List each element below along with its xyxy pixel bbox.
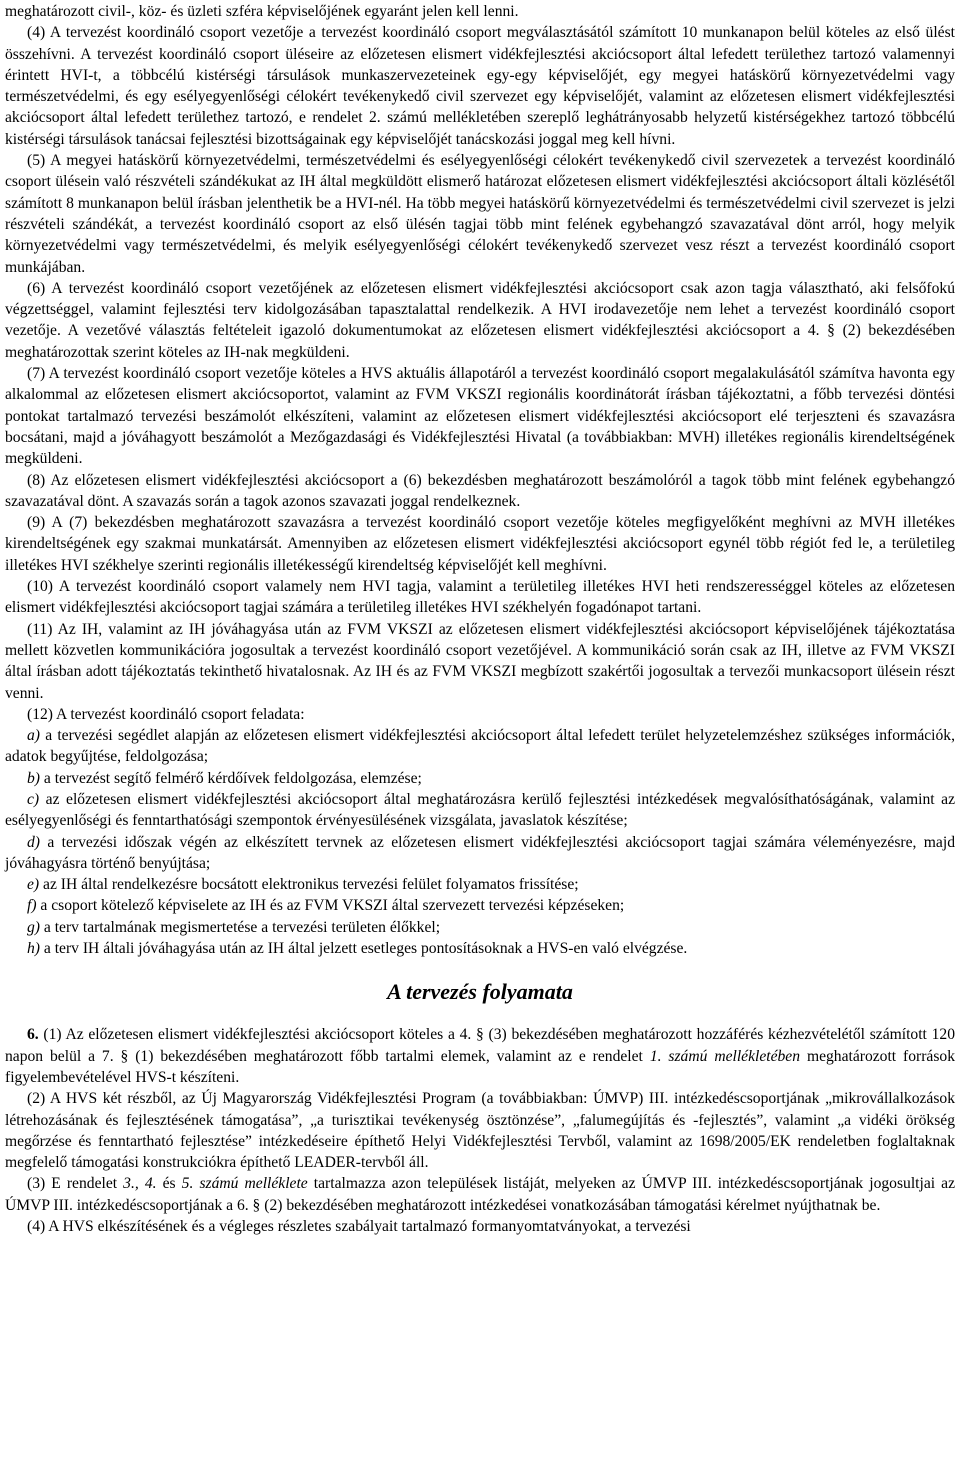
task-item-f [5,895,955,916]
paragraph-8: (8) Az előzetesen elismert vidékfejlesztési akciócsoport a (6) bekezdésben meghatározott beszámolóról a tagok több mint felének egybehangzó szavazatával dönt. A szavazás során a tagok azonos szavazati joggal rendelkeznek. [5,471,955,510]
paragraph-7: (7) A tervezést koordináló csoport vezetője köteles a HVS aktuális állapotáról a tervezést koordináló csoport megalakulásától számítva havonta egy alkalommal az előzetesen elismert akciócsoportot, valamint az FVM VKSZI regionális koordinátorát írásban tájékoztatni, a főbb tervezési döntési pontokat tartalmazó tervezési beszámolót elkészíteni, valamint az előzetesen elismert vidékfejlesztési akciócsoport elé terjeszteni és szavazásra bocsátani, majd a jóváhagyott beszámolót a Mezőgazdasági és Vidékfejlesztési Hivatal (a továbbiakban: MVH) illetékes regionális kirendeltségének megküldeni. [5,365,955,468]
paragraph-continuation: meghatározott civil-, köz- és üzleti szféra képviselőjének egyaránt jelen kell lenni. [5,3,519,20]
section-6-paragraph-2: (2) A HVS két részből, az Új Magyarország Vidékfejlesztési Program (a továbbiakban: ÚMVP) III. intézkedéscsoportjának „mikrovállalkozások létrehozásának és fejlesztésének támogatása”, „a turisztikai tevékenység ösztönzése”, „falumegújítás és -fejlesztés”, valamint „a vidéki örökség megőrzése és fenntartható fejlesztése” intézkedéseire építhető Helyi Vidékfejlesztési Tervből, valamint az 1698/2005/EK rendeletben foglaltaknak megfelelő támogatási konstrukciókra építhető LEADER-tervből áll. [5,1090,955,1172]
task-text: a tervezési időszak végén az elkészített tervnek az előzetesen elismert vidékfejlesztési akciócsoport tagjai számára véleményezésre, majd jóváhagyásra történő benyújtása; [5,833,955,872]
task-letter: d) [27,833,40,851]
task-text: a terv IH általi jóváhagyása után az IH által jelzett esetleges pontosításoknak a HVS-en való elvégzése. [40,940,688,958]
task-letter: f) [27,897,37,915]
section-6-p3-text: tartalmazza azon települések listáját, melyeken az ÚMVP III. intézkedéscsoportjának jogosultjai az ÚMVP III. intézkedéscsoportjának a 6. § (2) bekezdésében meghatározott intézkedései vonatkozásában támogatási kérelmet nyújthatnak be. [5,1175,956,1214]
task-item-a [5,725,955,768]
task-text: a tervezési segédlet alapján az előzetesen elismert vidékfejlesztési akciócsoport által lefedett terület helyzetelemzéshez szükséges információk, adatok begyűjtése, feldolgozása; [5,727,955,766]
section-6-p3-text: (3) E rendelet [27,1175,124,1193]
section-title: A tervezés folyamata [387,979,573,1005]
task-letter: h) [27,940,40,958]
annex-reference: 1. számú mellékletében [649,1047,801,1065]
section-6-paragraph-4: (4) A HVS elkészítésének és a végleges részletes szabályait tartalmazó formanyomtatványokat, a tervezési [27,1218,691,1236]
task-letter: g) [27,918,40,936]
task-item-h [5,938,955,959]
section-6-text-end: meghatározott források figyelembevételével HVS-t készíteni. [5,1047,955,1086]
paragraph-6: (6) A tervezést koordináló csoport vezetőjének az előzetesen elismert vidékfejlesztési akciócsoport csak azon tagja választható, aki felsőfokú végzettséggel, valamint fejlesztési terv kidolgozásában tapasztalattal rendelkezik. A HVI irodavezetője nem lehet a tervezést koordináló csoport vezetője. A vezetővé választás feltételeit igazoló dokumentumokat az előzetesen elismert vidékfejlesztési akciócsoport a 4. § (2) bekezdésében meghatározottak szerint köteles az IH-nak megküldeni. [5,279,955,361]
task-text: a tervezést segítő felmérő kérdőívek feldolgozása, elemzése; [40,769,422,787]
task-item-g [5,917,955,938]
section-number: 6. [27,1026,39,1044]
task-text: az előzetesen elismert vidékfejlesztési akciócsoport által meghatározásra kerülő fejlesztési intézkedések megvalósíthatóságának, valamint az esélyegyenlőségi és fenntarthatósági szempontok érvényesülésének vizsgálata, javaslatok készítése; [5,790,955,830]
section-6-p3-text: és [156,1175,182,1193]
paragraph-5: (5) A megyei hatáskörű környezetvédelmi, természetvédelmi és esélyegyenlőségi célokért tevékenykedő civil szervezetek a tervezést koordináló csoport ülésein való részvételi szándékukat az IH által megküldött elismerő határozat előzetesen elismert vidékfejlesztési akciócsoport általi közlésétől számított 8 munkanapon belül írásban jelenthetik be a HVI-nél. Ha több megyei hatáskörű környezetvédelmi és természetvédelmi civil szervezet is jelzi részvételi szándékát, a tervezést koordináló csoport az első ülésén tagjai több mint felének egybehangzó szavazatával dönt arról, hogy melyik környezetvédelmi vagy természetvédelmi, és melyik esélyegyenlőségi célokért tevékenykedő szervezet vesz részt a tervezést koordináló csoport munkájában. [5,152,955,276]
section-6-paragraph-3 [5,1173,955,1216]
annex-reference: 5. számú melléklete [181,1175,308,1193]
task-item-b [5,768,955,789]
task-item-e [5,874,955,895]
task-text: a csoport kötelező képviselete az IH és az FVM VKSZI által szervezett tervezési képzéseken; [36,897,625,915]
task-item-d [5,832,955,875]
task-letter: e) [27,876,40,894]
section-6-text: (1) Az előzetesen elismert vidékfejlesztési akciócsoport köteles a 4. § (3) bekezdésében meghatározott hozzáférés kézhezvételétől számított 120 napon belül a 7. § (1) bekezdésében meghatározott főbb tartalmi elemek, valamint az e rendelet [5,1026,955,1065]
paragraph-12: (12) A tervezést koordináló csoport feladata: [27,705,305,723]
paragraph-10: (10) A tervezést koordináló csoport valamely nem HVI tagja, valamint a területileg illetékes HVI heti rendszerességgel köteles az előzetesen elismert vidékfejlesztési akciócsoport tagjai számára a területileg illetékes HVI székhelyén fogadónapot tartani. [5,578,955,617]
section-6-paragraph-1 [5,1024,955,1088]
task-text: az IH által rendelkezésre bocsátott elektronikus tervezési felület folyamatos frissítése; [39,876,579,894]
paragraph-9: (9) A (7) bekezdésben meghatározott szavazásra a tervezést koordináló csoport vezetője köteles megfigyelőként meghívni az MVH illetékes kirendeltségének egy szakmai munkatársát. Amennyiben az előzetesen elismert vidékfejlesztési akciócsoport egynél több régiót fed le, a területileg illetékes HVI székhelye szerinti regionális illetékességű kirendeltség képviselőjét kell meghívni. [5,514,955,574]
task-letter: a) [27,727,40,745]
section-title-wrap [5,978,955,1006]
paragraph-11: (11) Az IH, valamint az IH jóváhagyása után az FVM VKSZI az előzetesen elismert vidékfejlesztési akciócsoport képviselőjének tájékoztatása mellett közvetlen kommunikációra jogosultak a tervezést koordináló csoport vezetőjével. A kommunikáció során csak az IH, illetve az FVM VKSZI által írásban adott tájékoztatás tekinthető hivatalosnak. Az IH és az FVM VKSZI megbízott szakértői jogosultak a tervezői munkacsoport ülésein részt venni. [5,620,955,702]
annex-reference: 3., 4. [123,1175,157,1193]
task-text: a terv tartalmának megismertetése a tervezési területen élőkkel; [40,918,441,936]
task-letter: b) [27,769,40,787]
paragraph-4: (4) A tervezést koordináló csoport vezetője a tervezést koordináló csoport megválasztásától számított 10 munkanapon belül köteles az első ülést összehívni. A tervezést koordináló csoport üléseire az előzetesen elismert vidékfejlesztési akciócsoport által lefedett területhez tartozó valamennyi érintett HVI-t, a többcélú kistérségi társulások munkaszervezeteinek egy-egy képviselőjét, egy megyei hatáskörű környezetvédelmi vagy természetvédelmi, és egy esélyegyenlőségi célokért tevékenykedő civil szervezet egy képviselőjét, valamint az előzetesen elismert vidékfejlesztési akciócsoport által lefedett területhez tartozó, e rendelet 2. számú mellékletében szereplő leghátrányosabb helyzetű kistérségekhez tartozó többcélú kistérségi társulások tanácsai fejlesztési bizottságainak egy képviselőjét tanácskozási joggal meg kell hívni. [5,24,955,148]
task-item-c [5,789,955,832]
task-letter: c) [27,790,40,808]
